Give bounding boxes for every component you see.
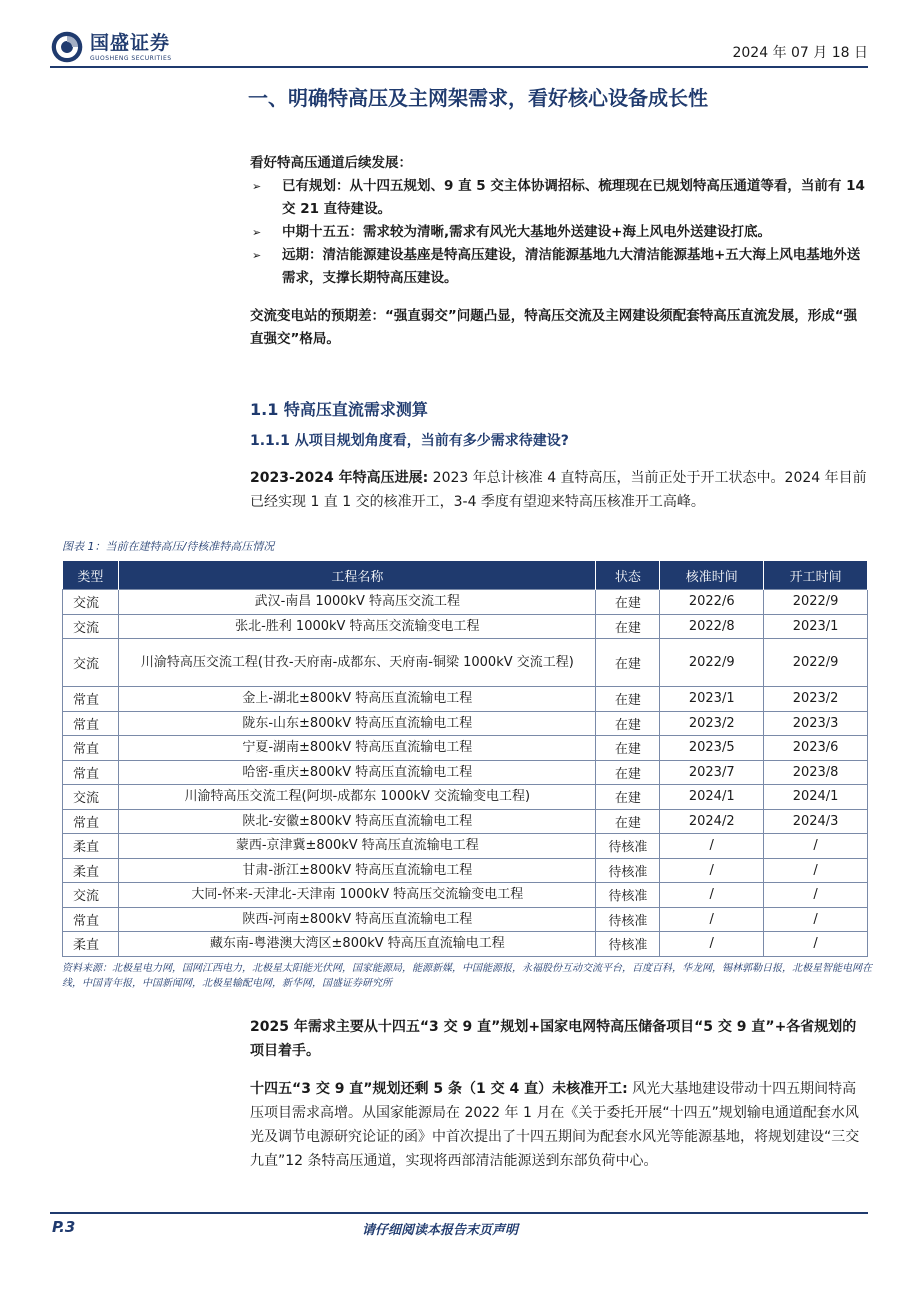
cell-project-name: 陕西-河南±800kV 特高压直流输电工程 [119, 907, 596, 932]
header-divider [50, 66, 868, 68]
cell-status: 待核准 [596, 932, 660, 957]
cell-approval-date: / [660, 907, 764, 932]
cell-start-date: / [764, 932, 868, 957]
cell-status: 在建 [596, 711, 660, 736]
table-row [63, 590, 868, 615]
progress-label: 2023-2024 年特高压进展: [250, 470, 429, 486]
cell-approval-date: 2023/1 [660, 687, 764, 712]
cell-project-name: 武汉-南昌 1000kV 特高压交流工程 [119, 590, 596, 615]
cell-project-name: 张北-胜利 1000kV 特高压交流输变电工程 [119, 614, 596, 639]
column-header-name: 工程名称 [119, 561, 596, 590]
cell-start-date: 2024/1 [764, 785, 868, 810]
demand-2025-paragraph: 2025 年需求主要从十四五“3 交 9 直”规划+国家电网特高压储备项目“5 交 9 直”+各省规划的项目着手。 [250, 1019, 857, 1059]
cell-project-name: 金上-湖北±800kV 特高压直流输电工程 [119, 687, 596, 712]
section-title: 一、明确特高压及主网架需求，看好核心设备成长性 [248, 86, 708, 110]
page-header [0, 0, 920, 70]
cell-status: 在建 [596, 736, 660, 761]
expectation-gap-paragraph: 交流变电站的预期差：“强直弱交”问题凸显，特高压交流及主网建设须配套特高压直流发展，形成“强直强交”格局。 [250, 308, 858, 347]
cell-project-name: 哈密-重庆±800kV 特高压直流输电工程 [119, 760, 596, 785]
cell-status: 在建 [596, 785, 660, 810]
table-header-row [63, 561, 868, 590]
progress-text: 2023 年总计核准 4 直特高压，当前正处于开工状态中。2024 年目前已经实现 1 直 1 交的核准开工，3-4 季度有望迎来特高压核准开工高峰。 [250, 470, 867, 510]
table-row [63, 614, 868, 639]
cell-type: 柔直 [63, 834, 119, 859]
cell-start-date: / [764, 834, 868, 859]
cell-type: 交流 [63, 883, 119, 908]
cell-start-date: 2023/3 [764, 711, 868, 736]
company-logo [50, 30, 172, 64]
list-item: ➢ 远期：清洁能源建设基座是特高压建设，清洁能源基地九大清洁能源基地+五大海上风电基地外送需求，支撑长期特高压建设。 [250, 244, 868, 290]
cell-approval-date: 2024/2 [660, 809, 764, 834]
page-number: P.3 [52, 1218, 76, 1236]
table-row [63, 883, 868, 908]
cell-approval-date: 2022/9 [660, 639, 764, 687]
subsubsection-title: 1.1.1 从项目规划角度看，当前有多少需求待建设? [250, 433, 569, 449]
cell-type: 常直 [63, 687, 119, 712]
cell-start-date: / [764, 858, 868, 883]
table-row [63, 858, 868, 883]
cell-status: 在建 [596, 639, 660, 687]
cell-type: 常直 [63, 809, 119, 834]
footer-divider [50, 1212, 868, 1214]
intro-bullet-list [250, 175, 868, 290]
cell-approval-date: / [660, 932, 764, 957]
cell-status: 在建 [596, 809, 660, 834]
column-header-approval-date: 核准时间 [660, 561, 764, 590]
cell-type: 常直 [63, 907, 119, 932]
footer-disclaimer: 请仔细阅读本报告末页声明 [362, 1223, 519, 1238]
projects-table [62, 561, 868, 957]
fourteenth-plan-paragraph [250, 1077, 868, 1173]
cell-status: 待核准 [596, 858, 660, 883]
cell-approval-date: 2022/6 [660, 590, 764, 615]
cell-start-date: 2022/9 [764, 590, 868, 615]
intro-block [250, 152, 868, 290]
column-header-type: 类型 [63, 561, 119, 590]
cell-approval-date: 2022/8 [660, 614, 764, 639]
fourteenth-plan-label: 十四五“3 交 9 直”规划还剩 5 条（1 交 4 直）未核准开工: [250, 1081, 628, 1097]
progress-paragraph [250, 466, 868, 514]
cell-type: 交流 [63, 614, 119, 639]
table-row [63, 809, 868, 834]
cell-type: 交流 [63, 590, 119, 615]
cell-approval-date: 2024/1 [660, 785, 764, 810]
figure-source: 资料来源：北极星电力网，国网江西电力，北极星太阳能光伏网，国家能源局，能源新媒，中国能源报，永福股份互动交流平台，百度百科，华龙网，锡林郭勒日报，北极星智能电网在线，中国青年报，中国新闻网，北极星输配电网，新华网，国盛证券研究所 [62, 963, 872, 989]
cell-type: 柔直 [63, 858, 119, 883]
cell-status: 在建 [596, 590, 660, 615]
cell-project-name: 川渝特高压交流工程(甘孜-天府南-成都东、天府南-铜梁 1000kV 交流工程) [119, 639, 596, 687]
cell-status: 待核准 [596, 883, 660, 908]
fourteenth-plan-text: 风光大基地建设带动十四五期间特高压项目需求高增。从国家能源局在 2022 年 1 月在《关于委托开展“十四五”规划输电通道配套水风光及调节电源研究论证的函》中首次提出了十四五期间为配套水风光等能源基地，将规划建设“三交九直”12 条特高压通道，实现将西部清洁能源送到东部负荷中心。 [250, 1081, 860, 1169]
table-row [63, 932, 868, 957]
arrow-bullet-icon: ➢ [252, 180, 262, 193]
cell-project-name: 陇东-山东±800kV 特高压直流输电工程 [119, 711, 596, 736]
cell-status: 在建 [596, 614, 660, 639]
table-row [63, 736, 868, 761]
intro-lead: 看好特高压通道后续发展： [250, 155, 412, 171]
arrow-bullet-icon: ➢ [252, 226, 262, 239]
cell-project-name: 甘肃-浙江±800kV 特高压直流输电工程 [119, 858, 596, 883]
cell-project-name: 大同-怀来-天津北-天津南 1000kV 特高压交流输变电工程 [119, 883, 596, 908]
subsection-title: 1.1 特高压直流需求测算 [250, 400, 428, 419]
list-item: ➢ 已有规划：从十四五规划、9 直 5 交主体协调招标、梳理现在已规划特高压通道等看，当前有 14 交 21 直待建设。 [250, 175, 868, 221]
cell-type: 交流 [63, 639, 119, 687]
guosheng-logo-icon [50, 30, 84, 64]
cell-status: 待核准 [596, 907, 660, 932]
cell-start-date: / [764, 907, 868, 932]
cell-status: 在建 [596, 760, 660, 785]
report-date: 2024 年 07 月 18 日 [732, 45, 868, 61]
cell-approval-date: / [660, 883, 764, 908]
cell-start-date: 2023/2 [764, 687, 868, 712]
cell-type: 柔直 [63, 932, 119, 957]
list-item: ➢ 中期十五五：需求较为清晰,需求有风光大基地外送建设+海上风电外送建设打底。 [250, 221, 868, 244]
cell-approval-date: / [660, 858, 764, 883]
cell-approval-date: 2023/5 [660, 736, 764, 761]
table-row [63, 834, 868, 859]
cell-project-name: 陕北-安徽±800kV 特高压直流输电工程 [119, 809, 596, 834]
table-row [63, 687, 868, 712]
cell-type: 常直 [63, 760, 119, 785]
logo-chinese-name: 国盛证券 [90, 31, 171, 54]
column-header-start-date: 开工时间 [764, 561, 868, 590]
cell-start-date: 2024/3 [764, 809, 868, 834]
cell-project-name: 蒙西-京津冀±800kV 特高压直流输电工程 [119, 834, 596, 859]
cell-start-date: / [764, 883, 868, 908]
table-row [63, 785, 868, 810]
cell-project-name: 川渝特高压交流工程(阿坝-成都东 1000kV 交流输变电工程) [119, 785, 596, 810]
column-header-status: 状态 [596, 561, 660, 590]
cell-project-name: 藏东南-粤港澳大湾区±800kV 特高压直流输电工程 [119, 932, 596, 957]
cell-start-date: 2022/9 [764, 639, 868, 687]
cell-start-date: 2023/8 [764, 760, 868, 785]
cell-approval-date: 2023/2 [660, 711, 764, 736]
cell-project-name: 宁夏-湖南±800kV 特高压直流输电工程 [119, 736, 596, 761]
table-row [63, 711, 868, 736]
cell-start-date: 2023/6 [764, 736, 868, 761]
table-row [63, 639, 868, 687]
cell-type: 常直 [63, 736, 119, 761]
cell-start-date: 2023/1 [764, 614, 868, 639]
cell-status: 待核准 [596, 834, 660, 859]
table-row [63, 907, 868, 932]
table-row [63, 760, 868, 785]
cell-status: 在建 [596, 687, 660, 712]
cell-approval-date: 2023/7 [660, 760, 764, 785]
cell-type: 常直 [63, 711, 119, 736]
arrow-bullet-icon: ➢ [252, 249, 262, 262]
cell-approval-date: / [660, 834, 764, 859]
cell-type: 交流 [63, 785, 119, 810]
figure-title: 图表 1：当前在建特高压/待核准特高压情况 [62, 540, 275, 553]
logo-english-name: GUOSHENG SECURITIES [90, 54, 172, 62]
